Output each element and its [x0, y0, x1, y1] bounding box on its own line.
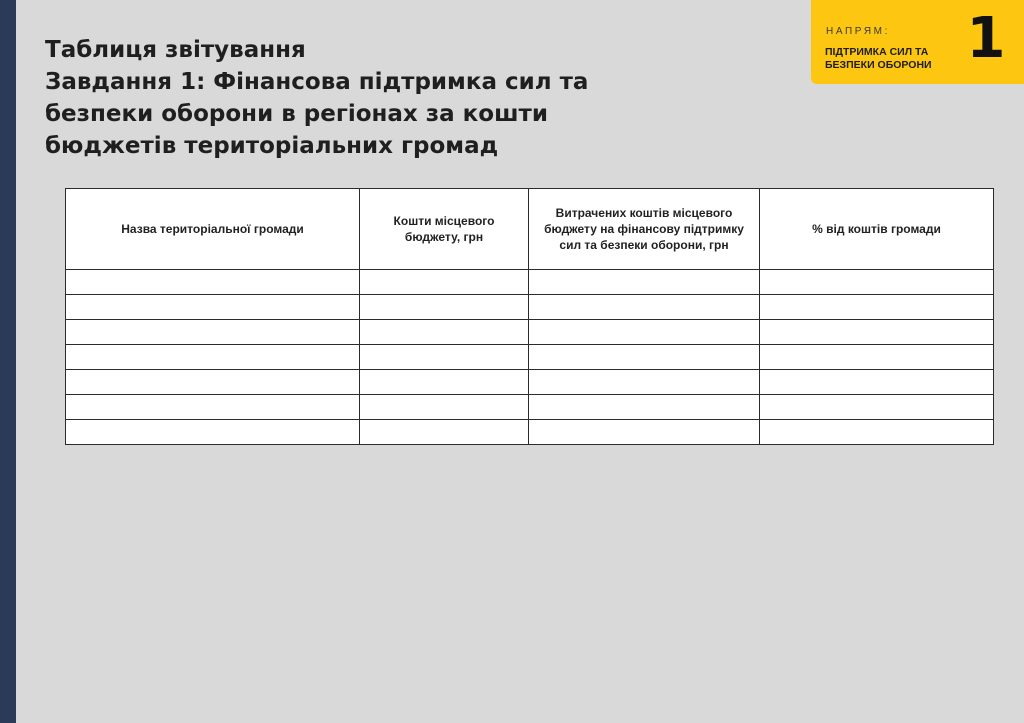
title-line-4: бюджетів територіальних громад	[45, 133, 499, 159]
table-row	[66, 345, 994, 370]
header-percent: % від коштів громади	[760, 189, 994, 270]
table-cell[interactable]	[66, 420, 360, 445]
table-cell[interactable]	[760, 420, 994, 445]
header-community-name: Назва територіальної громади	[66, 189, 360, 270]
table-cell[interactable]	[529, 370, 760, 395]
table-cell[interactable]	[529, 320, 760, 345]
table-cell[interactable]	[529, 295, 760, 320]
table-cell[interactable]	[66, 395, 360, 420]
table-cell[interactable]	[360, 345, 529, 370]
table-cell[interactable]	[360, 370, 529, 395]
table-cell[interactable]	[760, 320, 994, 345]
table-cell[interactable]	[360, 395, 529, 420]
direction-badge	[811, 0, 1024, 84]
table-cell[interactable]	[760, 295, 994, 320]
table-cell[interactable]	[360, 295, 529, 320]
table-cell[interactable]	[66, 370, 360, 395]
table-row	[66, 420, 994, 445]
table-cell[interactable]	[360, 270, 529, 295]
badge-label: НАПРЯМ:	[826, 26, 890, 37]
header-local-budget: Кошти місцевого бюджету, грн	[360, 189, 529, 270]
table-cell[interactable]	[760, 395, 994, 420]
table-cell[interactable]	[360, 320, 529, 345]
left-accent-bar	[0, 0, 16, 723]
table-cell[interactable]	[529, 395, 760, 420]
title-line-1: Таблиця звітування	[45, 37, 306, 63]
table-cell[interactable]	[66, 320, 360, 345]
table-cell[interactable]	[529, 270, 760, 295]
table-cell[interactable]	[529, 345, 760, 370]
badge-topic: ПІДТРИМКА СИЛ ТА БЕЗПЕКИ ОБОРОНИ	[825, 46, 932, 71]
table-row	[66, 270, 994, 295]
title-line-3: безпеки оборони в регіонах за кошти	[45, 101, 548, 127]
title-line-2: Завдання 1: Фінансова підтримка сил та	[45, 69, 589, 95]
table-row	[66, 295, 994, 320]
table-cell[interactable]	[529, 420, 760, 445]
table-cell[interactable]	[760, 345, 994, 370]
badge-number: 1	[966, 6, 1006, 71]
table-cell[interactable]	[66, 345, 360, 370]
table-header-row	[66, 189, 994, 270]
table-row	[66, 395, 994, 420]
header-spent-funds: Витрачених коштів місцевого бюджету на фінансову підтримку сил та безпеки оборони, грн	[529, 189, 760, 270]
table-row	[66, 320, 994, 345]
report-table	[65, 188, 994, 445]
table-cell[interactable]	[760, 270, 994, 295]
table-cell[interactable]	[66, 295, 360, 320]
table-row	[66, 370, 994, 395]
table-cell[interactable]	[66, 270, 360, 295]
page-title	[45, 34, 785, 162]
table-cell[interactable]	[360, 420, 529, 445]
table-cell[interactable]	[760, 370, 994, 395]
